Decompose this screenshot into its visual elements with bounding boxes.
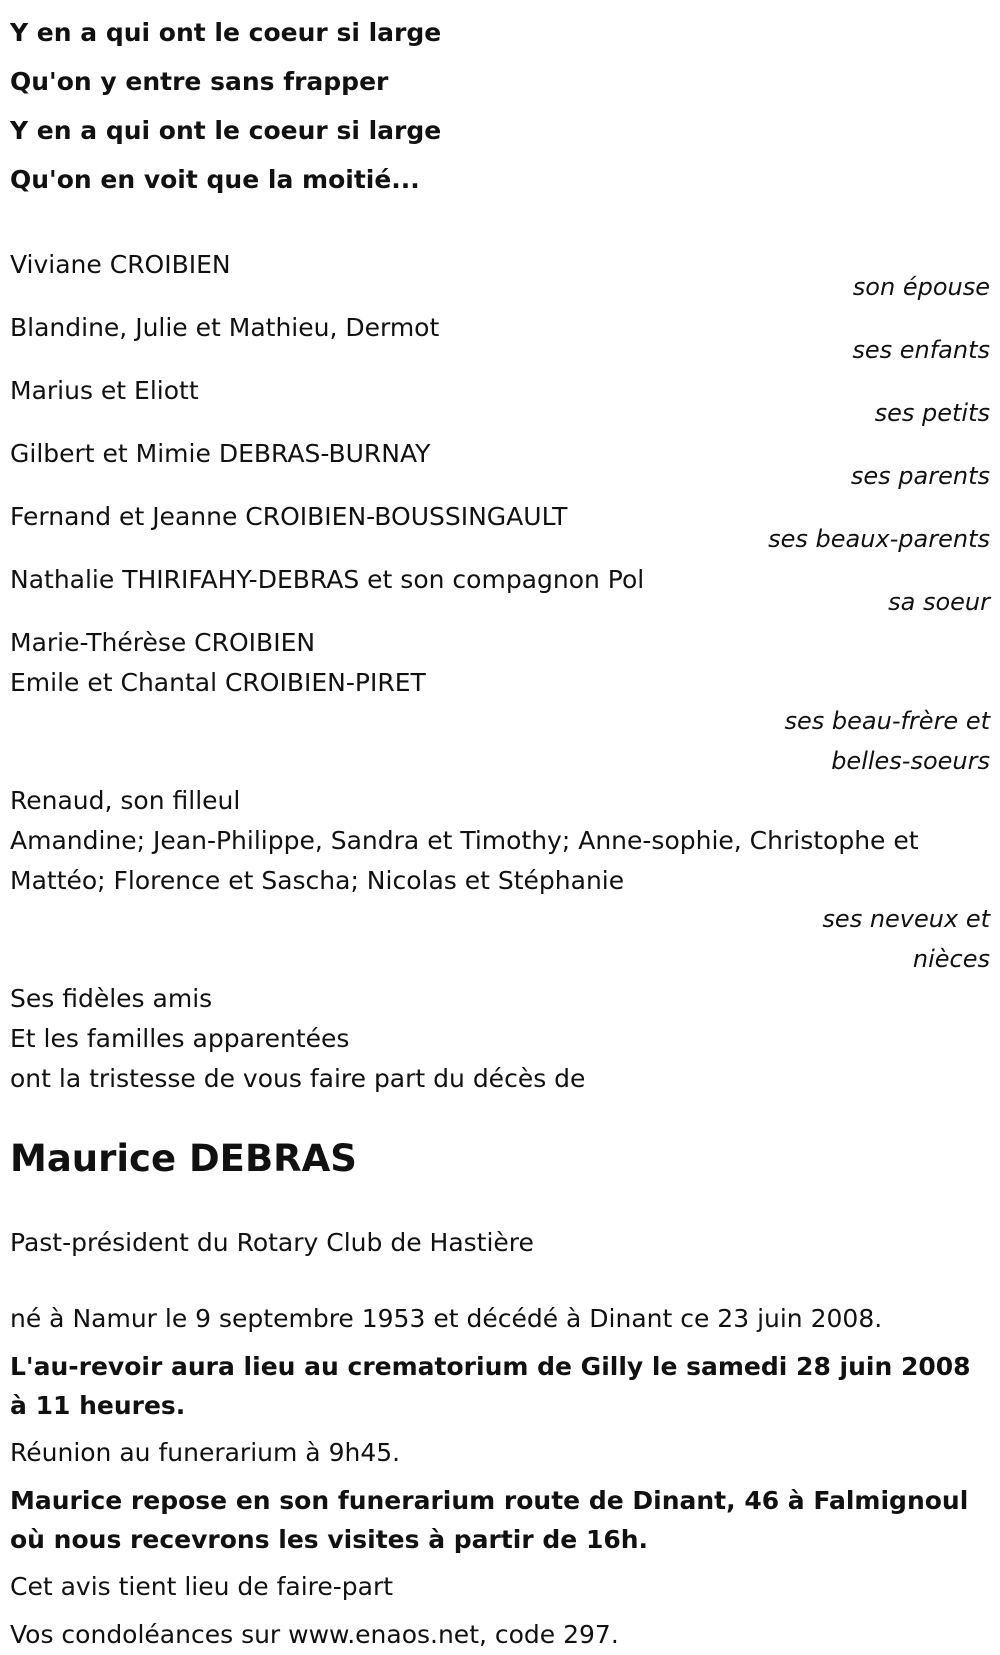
verse-line: Qu'on y entre sans frapper: [10, 67, 389, 96]
closing-line: Ses fidèles amis: [10, 984, 213, 1013]
farewell-info: L'au-revoir aura lieu au crematorium de Gilly le samedi 28 juin 2008 à 11 heures.: [10, 1352, 971, 1420]
family-names: [10, 623, 990, 703]
notice-text: Cet avis tient lieu de faire-part: [10, 1572, 394, 1601]
family-relation: son épouse: [852, 273, 990, 301]
family-group-spouse: [10, 245, 990, 308]
meeting-info: Réunion au funerarium à 9h45.: [10, 1438, 401, 1467]
family-group-nephews-nieces: [10, 781, 990, 979]
family-name-line: Emile et Chantal CROIBIEN-PIRET: [10, 668, 426, 697]
family-relation-line: ses beau-frère et: [784, 707, 990, 735]
rest-info: Maurice repose en son funerarium route de Dinant, 46 à Falmignoul où nous recevrons les visites à partir de 16h.: [10, 1486, 969, 1554]
verse: [10, 8, 990, 204]
closing-line: Et les familles apparentées: [10, 1024, 350, 1053]
family-name-line: Mattéo; Florence et Sascha; Nicolas et Stéphanie: [10, 866, 625, 895]
family-group-parents-in-law: [10, 497, 990, 560]
deceased-name: Maurice DEBRAS: [10, 1137, 357, 1180]
family-name-line: Amandine; Jean-Philippe, Sandra et Timothy; Anne-sophie, Christophe et: [10, 826, 919, 855]
family-group-grandchildren: [10, 371, 990, 434]
verse-line: Y en a qui ont le coeur si large: [10, 18, 442, 47]
family-relation-line: nièces: [912, 945, 990, 973]
family-relation-line: ses neveux et: [822, 905, 990, 933]
family-relation: ses beaux-parents: [768, 525, 990, 553]
verse-line: Qu'on en voit que la moitié...: [10, 165, 420, 194]
closing-line: ont la tristesse de vous faire part du décès de: [10, 1064, 586, 1093]
family-group-in-laws: [10, 623, 990, 781]
family-name-line: Blandine, Julie et Mathieu, Dermot: [10, 313, 440, 342]
birth-death-line: né à Namur le 9 septembre 1953 et décédé à Dinant ce 23 juin 2008.: [10, 1304, 883, 1333]
family-name-line: Nathalie THIRIFAHY-DEBRAS et son compagnon Pol: [10, 565, 645, 594]
family-group-children: [10, 308, 990, 371]
family-relation: [10, 701, 990, 781]
family-name-line: Fernand et Jeanne CROIBIEN-BOUSSINGAULT: [10, 502, 568, 531]
family-relation: ses enfants: [852, 336, 990, 364]
family-relation: [10, 899, 990, 979]
closing-lines: [10, 979, 990, 1099]
family-names: [10, 781, 990, 901]
family-relation: ses parents: [850, 462, 990, 490]
verse-line: Y en a qui ont le coeur si large: [10, 116, 442, 145]
family-relation-line: belles-soeurs: [831, 747, 990, 775]
family-group-sister: [10, 560, 990, 623]
family-list: [10, 245, 990, 979]
family-name-line: Gilbert et Mimie DEBRAS-BURNAY: [10, 439, 431, 468]
family-relation: ses petits: [874, 399, 990, 427]
family-group-parents: [10, 434, 990, 497]
family-name-line: Marius et Eliott: [10, 376, 199, 405]
deceased-title: Past-président du Rotary Club de Hastière: [10, 1228, 534, 1257]
family-relation: sa soeur: [888, 588, 990, 616]
family-name-line: Marie-Thérèse CROIBIEN: [10, 628, 316, 657]
condolences-text: Vos condoléances sur www.enaos.net, code 297.: [10, 1620, 619, 1649]
family-name-line: Viviane CROIBIEN: [10, 250, 231, 279]
family-name-line: Renaud, son filleul: [10, 786, 241, 815]
